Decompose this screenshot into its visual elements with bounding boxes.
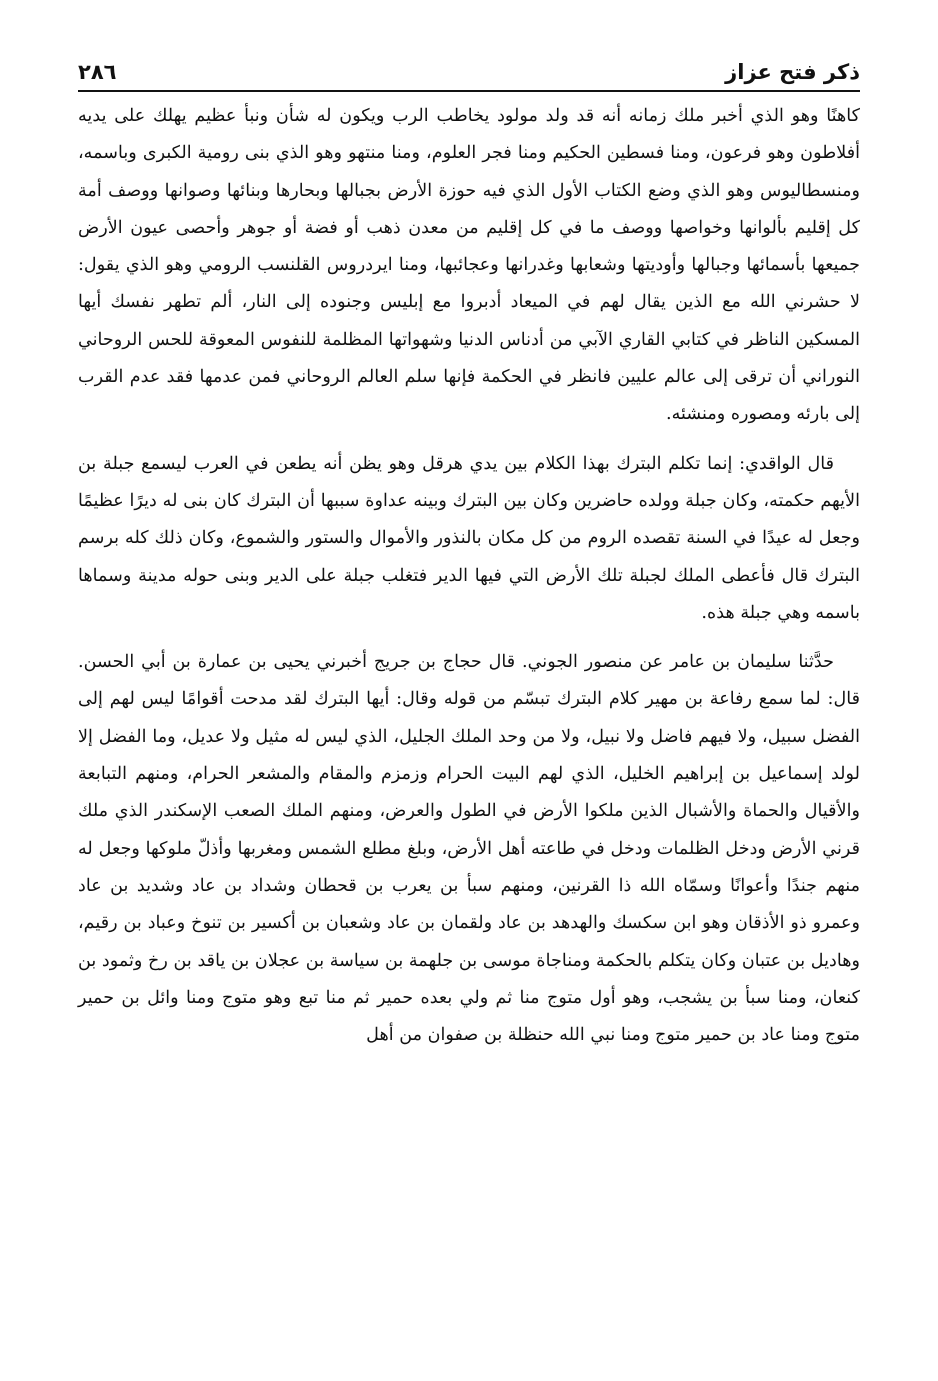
paragraph-1: كاهنًا وهو الذي أخبر ملك زمانه أنه قد ولد مولود يخاطب الرب ويكون له شأن ونبأ عظيم يهلك على يديه أفلاطون وهو فرعون، ومنا فسطين الحكيم ومنا فجر العلوم، ومنا منتهو وهو الذي بنى رومية الكبرى وباسمه، ومنسطاليوس وهو الذي وضع الكتاب الأول الذي فيه حوزة الأرض بجبالها وبحارها وبنائها وصوانها ووصف أمة كل إقليم بألوانها وخواصها ووصف ما في كل إقليم من معدن ذهب أو فضة أو جوهر وأحصى عيون الأرض جميعها بأسمائها وجبالها وأوديتها وشعابها وغدرانها وعجائبها، ومنا ايردروس القلنسب الرومي وهو الذي يقول: لا حشرني الله مع الذين يقال لهم في الميعاد أدبروا مع إبليس وجنوده إلى النار، ألم تطهر نفسك أيها المسكين الناظر في كتابي القاري الآبي من أدناس الدنيا وشهواتها المظلمة للنفوس المعوقة للحس الروحاني النوراني أن ترقى إلى عالم عليين فانظر في الحكمة فإنها سلم العالم الروحاني فمن عدمها فقد عدم القرب إلى بارئه ومصوره ومنشئه.: [78, 106, 860, 425]
paragraph-3: حدَّثنا سليمان بن عامر عن منصور الجوني. قال حجاج بن جريج أخبرني يحيى بن عمارة بن أبي الحسن. قال: لما سمع رفاعة بن مهير كلام البترك تبسّم من قوله وقال: أيها البترك لقد مدحت أقوامًا ليس لهم إلى الفضل سبيل، ولا فيهم فاضل ولا نبيل، ولا من وحد الملك الجليل، الذي ليس له مثيل ولا عديل، وما الفضل إلا لولد إسماعيل بن إبراهيم الخليل، الذي لهم البيت الحرام وزمزم والمقام والمشعر الحرام، ومنهم التبابعة والأقيال والحماة والأشبال الذين ملكوا الأرض في الطول والعرض، ومنهم الملك الصعب الإسكندر الذي ملك قرني الأرض ودخل الظلمات ودخل في طاعته أهل الأرض، وبلغ مطلع الشمس ومغربها وأذلّ ملوكها وجعل له منهم جندًا وأعوانًا وسمّاه الله ذا القرنين، ومنهم سبأ بن يعرب بن قحطان وشداد بن عاد وشديد بن عاد وعمرو ذو الأذقان وهو ابن سكسك والهدهد بن عاد ولقمان بن عاد وشعبان بن أكسير بن تنوخ وعباد بن رقيم، وهاديل بن عتبان وكان يتكلم بالحكمة ومناجاة موسى بن جلهمة بن سياسة بن عجلان بن ياقد بن رخ وثمود بن كنعان، ومنا سبأ بن يشجب، وهو أول متوج منا ثم ولي بعده حمير ثم منا تبع وهو متوج ومنا وائل بن حمير متوج ومنا عاد بن حمير متوج ومنا نبي الله حنظلة بن صفوان من أهل: [78, 652, 860, 1046]
paragraph-2: قال الواقدي: إنما تكلم البترك بهذا الكلام بين يدي هرقل وهو يظن أنه يطعن في العرب ليسمع جبلة بن الأيهم حكمته، وكان جبلة وولده حاضرين وكان بين البترك وبينه عداوة سببها أن البترك كان بنى له ديرًا عظيمًا وجعل له عيدًا في السنة تقصده الروم من كل مكان بالنذور والأموال والستور والشموع، وكان ذلك كله برسم البترك قال فأعطى الملك لجبلة تلك الأرض التي فيها الدير فتغلب جبلة على الدير وبنى حوله مدينة وسماها باسمه وهي جبلة هذه.: [78, 453, 860, 623]
book-page: [78, 56, 860, 1356]
body-text: [78, 98, 860, 1054]
page-number: ٢٨٦: [78, 60, 117, 84]
running-header: [78, 56, 860, 92]
chapter-title: ذكر فتح عزاز: [725, 60, 860, 84]
